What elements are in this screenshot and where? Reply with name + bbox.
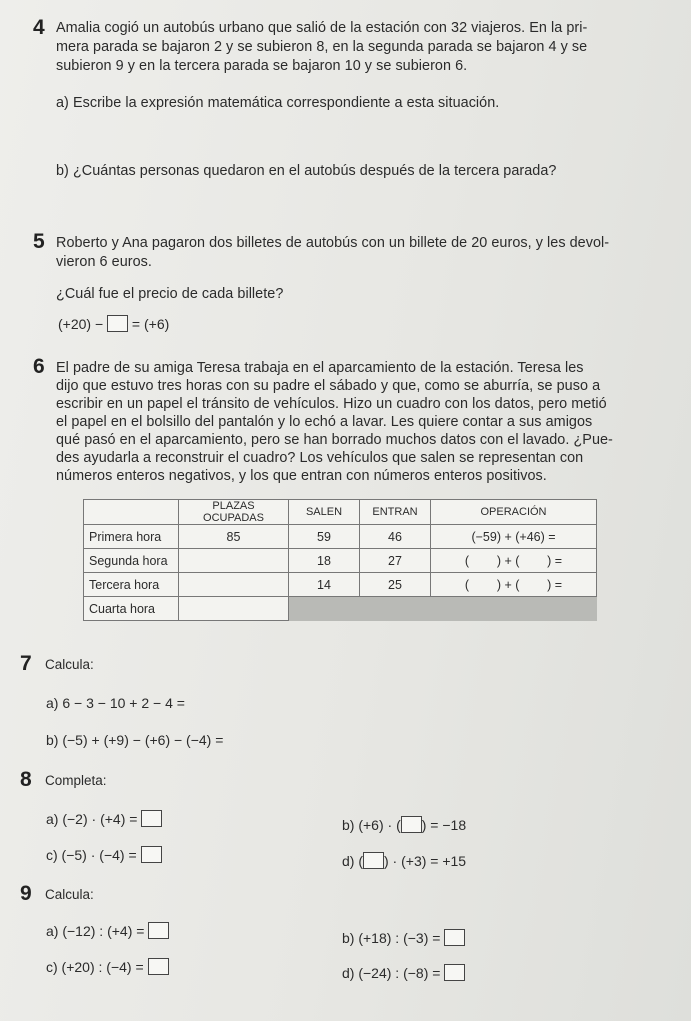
parking-table bbox=[83, 499, 597, 621]
table-cell: 18 bbox=[289, 549, 360, 573]
exercise-4a: a) Escribe la expresión matemática correspondiente a esta situación. bbox=[56, 95, 500, 111]
table-cell: 25 bbox=[360, 573, 431, 597]
exercise-5-expression bbox=[58, 315, 169, 332]
table-cell[interactable]: ( ) + ( ) = bbox=[431, 549, 597, 573]
exercise-8d-expression-end: ) · (+3) = +15 bbox=[384, 853, 467, 869]
table-cell[interactable] bbox=[179, 597, 289, 621]
exercise-9b-expression: b) (+18) : (−3) = bbox=[342, 930, 441, 946]
table-cell: Tercera hora bbox=[84, 573, 179, 597]
exercise-8a-expression: a) (−2) · (+4) = bbox=[46, 811, 138, 827]
table-cell: Primera hora bbox=[84, 525, 179, 549]
exercise-9a-answer-box[interactable] bbox=[148, 922, 169, 939]
table-row bbox=[84, 525, 597, 549]
exercise-5-question: ¿Cuál fue el precio de cada billete? bbox=[56, 286, 284, 302]
exercise-9-number: 9 bbox=[20, 882, 32, 905]
exercise-6-line-6: des ayudarla a reconstruir el cuadro? Los vehículos que salen se representan con bbox=[56, 450, 584, 466]
table-header-cell: SALEN bbox=[289, 500, 360, 525]
exercise-8c bbox=[46, 846, 162, 863]
exercise-6-line-7: números enteros negativos, y los que entran con números enteros positivos. bbox=[56, 468, 547, 484]
table-header-cell bbox=[84, 500, 179, 525]
exercise-9d-answer-box[interactable] bbox=[444, 964, 465, 981]
exercise-9c-expression: c) (+20) : (−4) = bbox=[46, 959, 144, 975]
table-cell: 27 bbox=[360, 549, 431, 573]
table-cell: (−59) + (+46) = bbox=[431, 525, 597, 549]
exercise-5-answer-box[interactable] bbox=[107, 315, 128, 332]
exercise-9c-answer-box[interactable] bbox=[148, 958, 169, 975]
exercise-8b-answer-box[interactable] bbox=[401, 816, 422, 833]
exercise-8b-expression-start: b) (+6) · ( bbox=[342, 817, 401, 833]
exercise-8d-expression-start: d) ( bbox=[342, 853, 363, 869]
table-cell: Cuarta hora bbox=[84, 597, 179, 621]
table-header-row bbox=[84, 500, 597, 525]
exercise-9-title: Calcula: bbox=[45, 887, 94, 902]
table-cell[interactable]: ( ) + ( ) = bbox=[431, 573, 597, 597]
exercise-8-number: 8 bbox=[20, 768, 32, 791]
table-row bbox=[84, 597, 597, 621]
exercise-9c bbox=[46, 958, 169, 975]
exercise-7-title: Calcula: bbox=[45, 657, 94, 672]
exercise-8-title: Completa: bbox=[45, 773, 107, 788]
table-cell[interactable] bbox=[179, 549, 289, 573]
exercise-8b-expression-end: ) = −18 bbox=[421, 817, 467, 833]
exercise-8c-expression: c) (−5) · (−4) = bbox=[46, 847, 137, 863]
exercise-9a-expression: a) (−12) : (+4) = bbox=[46, 923, 145, 939]
exercise-6-line-2: dijo que estuvo tres horas con su padre el sábado y que, como se aburría, se puso a bbox=[56, 378, 601, 394]
exercise-4-number: 4 bbox=[33, 16, 45, 39]
exercise-4-line-2: mera parada se bajaron 2 y se subieron 8, en la segunda parada se bajaron 4 y se bbox=[56, 39, 588, 55]
exercise-7b: b) (−5) + (+9) − (+6) − (−4) = bbox=[46, 732, 224, 748]
table-cell-shaded bbox=[360, 597, 431, 621]
exercise-6-number: 6 bbox=[33, 355, 45, 378]
exercise-4-line-1: Amalia cogió un autobús urbano que salió de la estación con 32 viajeros. En la pri- bbox=[56, 20, 588, 36]
exercise-7a: a) 6 − 3 − 10 + 2 − 4 = bbox=[46, 695, 185, 711]
exercise-9d-expression: d) (−24) : (−8) = bbox=[342, 965, 441, 981]
exercise-9a bbox=[46, 922, 169, 939]
table-cell[interactable] bbox=[179, 573, 289, 597]
exercise-8c-answer-box[interactable] bbox=[141, 846, 162, 863]
exercise-4-line-3: subieron 9 y en la tercera parada se bajaron 10 y se subieron 6. bbox=[56, 58, 468, 74]
exercise-5-expr-right: = (+6) bbox=[131, 316, 170, 332]
table-cell: 59 bbox=[289, 525, 360, 549]
table-cell: Segunda hora bbox=[84, 549, 179, 573]
table-row bbox=[84, 549, 597, 573]
exercise-6-line-3: escribir en un papel el tránsito de vehículos. Hizo un cuadro con los datos, pero metió bbox=[56, 396, 607, 412]
table-cell-shaded bbox=[289, 597, 360, 621]
exercise-5-expr-left: (+20) − bbox=[58, 316, 104, 332]
exercise-6-line-4: el papel en el bolsillo del pantalón y lo echó a lavar. Les quiere contar a sus amigos bbox=[56, 414, 593, 430]
table-header-cell: OPERACIÓN bbox=[431, 500, 597, 525]
exercise-6-line-1: El padre de su amiga Teresa trabaja en el aparcamiento de la estación. Teresa les bbox=[56, 360, 584, 376]
table-cell: 46 bbox=[360, 525, 431, 549]
table-cell: 14 bbox=[289, 573, 360, 597]
exercise-9b-answer-box[interactable] bbox=[444, 929, 465, 946]
table-header-cell: ENTRAN bbox=[360, 500, 431, 525]
exercise-8b bbox=[342, 816, 466, 833]
exercise-5-line-2: vieron 6 euros. bbox=[56, 254, 152, 270]
exercise-5-number: 5 bbox=[33, 230, 45, 253]
table-cell: 85 bbox=[179, 525, 289, 549]
exercise-4b: b) ¿Cuántas personas quedaron en el autobús después de la tercera parada? bbox=[56, 163, 557, 179]
exercise-8d bbox=[342, 852, 466, 869]
exercise-8d-answer-box[interactable] bbox=[363, 852, 384, 869]
exercise-5-line-1: Roberto y Ana pagaron dos billetes de autobús con un billete de 20 euros, y les devol- bbox=[56, 235, 610, 251]
exercise-9b bbox=[342, 929, 465, 946]
table-cell-shaded bbox=[431, 597, 597, 621]
exercise-9d bbox=[342, 964, 465, 981]
table-header-cell: PLAZAS OCUPADAS bbox=[179, 500, 289, 525]
exercise-8a bbox=[46, 810, 162, 827]
exercise-8a-answer-box[interactable] bbox=[141, 810, 162, 827]
exercise-7-number: 7 bbox=[20, 652, 32, 675]
table-row bbox=[84, 573, 597, 597]
exercise-6-line-5: qué pasó en el aparcamiento, pero se han borrado muchos datos con el lavado. ¿Pue- bbox=[56, 432, 613, 448]
